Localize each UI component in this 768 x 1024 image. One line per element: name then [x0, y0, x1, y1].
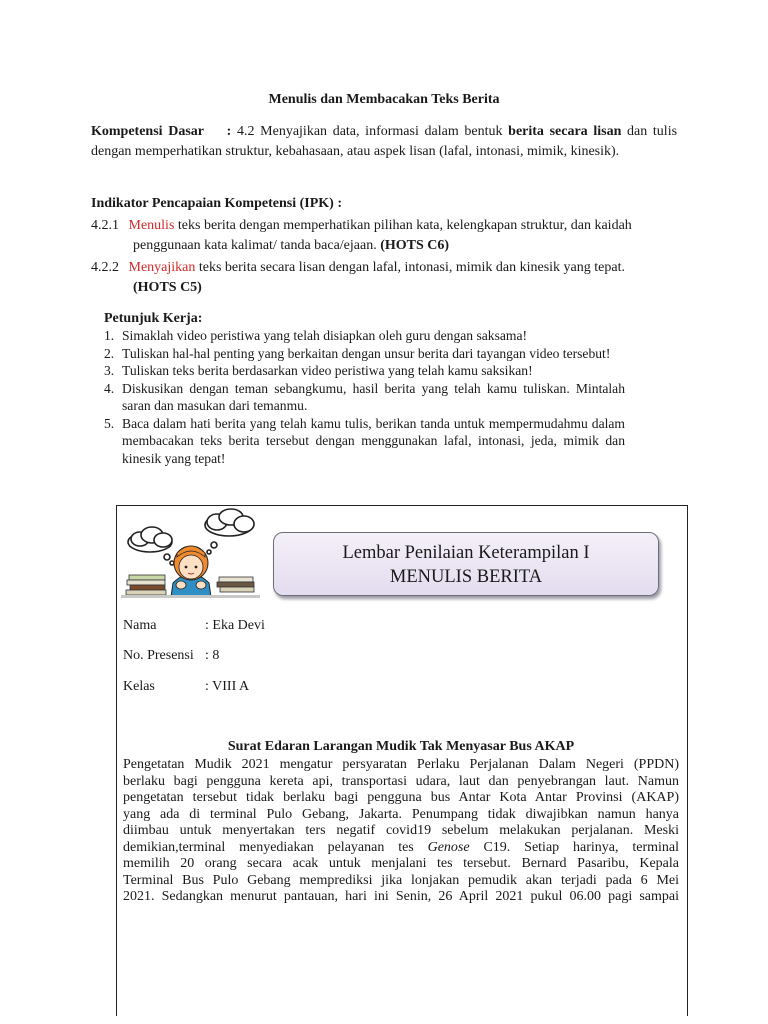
news-line [123, 840, 679, 857]
step-text: Tuliskan teks berita berdasarkan video peristiwa yang telah kamu saksikan! [122, 363, 533, 378]
news-line-text: C19. Setiap harinya, terminal [483, 839, 679, 855]
news-line: pengetatan tersebut tidak berlaku bagi pengguna bus Antar Kota Antar Provinsi (AKAP) [123, 790, 679, 805]
book-stack-icon [217, 577, 254, 592]
kompetensi-label: Kompetensi Dasar [91, 124, 204, 139]
step-text: Diskusikan dengan teman sebangkumu, hasil berita yang telah kamu tuliskan. Mintalah saran dan masukan dari temanmu. [122, 380, 625, 413]
ipk-text-cont: penggunaan kata kalimat/ tanda baca/ejaan. [133, 238, 377, 253]
sheet-heading-box [273, 532, 659, 596]
field-value: : Eka Devi [205, 618, 265, 633]
field-value: : VIII A [205, 679, 250, 694]
ipk-number: 4.2.1 [91, 218, 119, 233]
news-line: Pengetatan Mudik 2021 mengatur persyaratan Perlaku Perjalanan Dalam Negeri (PPDN) [123, 757, 679, 772]
list-item [104, 415, 625, 468]
step-number: 2. [104, 345, 115, 361]
list-item [104, 362, 625, 380]
news-line: memilih 20 orang secara acak untuk menjalani tes tersebut. Bernard Pasaribu, Kepala [123, 856, 679, 871]
step-number: 3. [104, 363, 115, 378]
step-number: 1. [104, 328, 115, 343]
step-number: 5. [104, 415, 115, 431]
ipk-heading: Indikator Pencapaian Kompetensi (IPK) : [91, 196, 342, 211]
kompetensi-dasar [91, 122, 677, 162]
petunjuk-list [104, 327, 625, 467]
field-nama [123, 618, 265, 634]
ipk-item [91, 216, 681, 256]
news-italic-term: Genose [427, 839, 470, 855]
thought-cloud-icon [205, 509, 254, 554]
ipk-hots: (HOTS C5) [133, 280, 202, 295]
page-title: Menulis dan Membacakan Teks Berita [268, 92, 500, 107]
girl-icon [171, 546, 211, 597]
ipk-item [91, 258, 681, 298]
field-kelas [123, 679, 249, 695]
ipk-hots: (HOTS C6) [380, 238, 450, 253]
list-item [104, 327, 625, 345]
kompetensi-text-pre: 4.2 Menyajikan data, informasi dalam bentuk [237, 124, 503, 139]
list-item [104, 345, 625, 363]
news-line-text: demikian,terminal menyediakan pelayanan tes [123, 839, 414, 855]
news-line: 2021. Sedangkan menurut pantauan, hari ini Senin, 26 April 2021 pukul 06.00 pagi sampai [123, 889, 679, 904]
kompetensi-text-post: dan tulis dengan memperhatikan struktur, kebahasaan, atau aspek lisan (lafal, intonasi, mimik, kinesik). [91, 124, 678, 159]
sheet-heading-title: Lembar Penilaian Keterampilan I [342, 543, 590, 563]
ipk-number: 4.2.2 [91, 260, 119, 275]
ipk-verb: Menulis [128, 218, 175, 233]
sheet-heading-subtitle: MENULIS BERITA [389, 567, 543, 587]
news-line: berlaku bagi pengguna kereta api, transportasi udara, laut dan penyebrangan laut. Namun [123, 773, 679, 789]
field-label: Nama [123, 618, 157, 633]
field-value: : 8 [205, 648, 220, 663]
news-title: Surat Edaran Larangan Mudik Tak Menyasar Bus AKAP [227, 739, 575, 754]
news-line: yang ada di terminal Pulo Gebang, Jakarta. Penumpang tidak diwajibkan namun hanya [123, 806, 679, 822]
step-text: Tuliskan hal-hal penting yang berkaitan dengan unsur berita dari tayangan video tersebut! [122, 345, 611, 361]
news-line: diimbau untuk menyertakan ters negatif covid19 sebelum melakukan perjalanan. Meski [123, 823, 679, 838]
list-item [104, 380, 625, 415]
news-line: Terminal Bus Pulo Gebang memprediksi jika lonjakan pemudik akan terjadi pada 6 Mei [123, 872, 679, 888]
step-number: 4. [104, 380, 115, 396]
ipk-verb: Menyajikan [128, 260, 196, 275]
kompetensi-colon: : [226, 124, 232, 139]
field-label: No. Presensi [123, 648, 194, 663]
kompetensi-text-bold: berita secara lisan [508, 124, 622, 139]
ipk-text: teks berita secara lisan dengan lafal, intonasi, mimik dan kinesik yang tepat. [198, 260, 625, 275]
student-thinking-illustration [121, 505, 260, 605]
ipk-text: teks berita dengan memperhatikan pilihan kata, kelengkapan struktur, dan kaidah [177, 218, 632, 233]
thought-cloud-icon [128, 527, 174, 565]
news-body [123, 757, 679, 906]
step-text: Baca dalam hati berita yang telah kamu tulis, berikan tanda untuk mempermudahmu dalam membacakan teks berita tersebut dengan menggunakan lafal, intonasi, jeda, mimik dan kinesik yang tepat! [122, 415, 625, 466]
book-stack-icon [126, 575, 166, 595]
field-label: Kelas [123, 679, 155, 694]
step-text: Simaklah video peristiwa yang telah disiapkan oleh guru dengan saksama! [122, 328, 528, 343]
field-presensi [123, 648, 219, 664]
petunjuk-heading: Petunjuk Kerja: [104, 311, 203, 326]
